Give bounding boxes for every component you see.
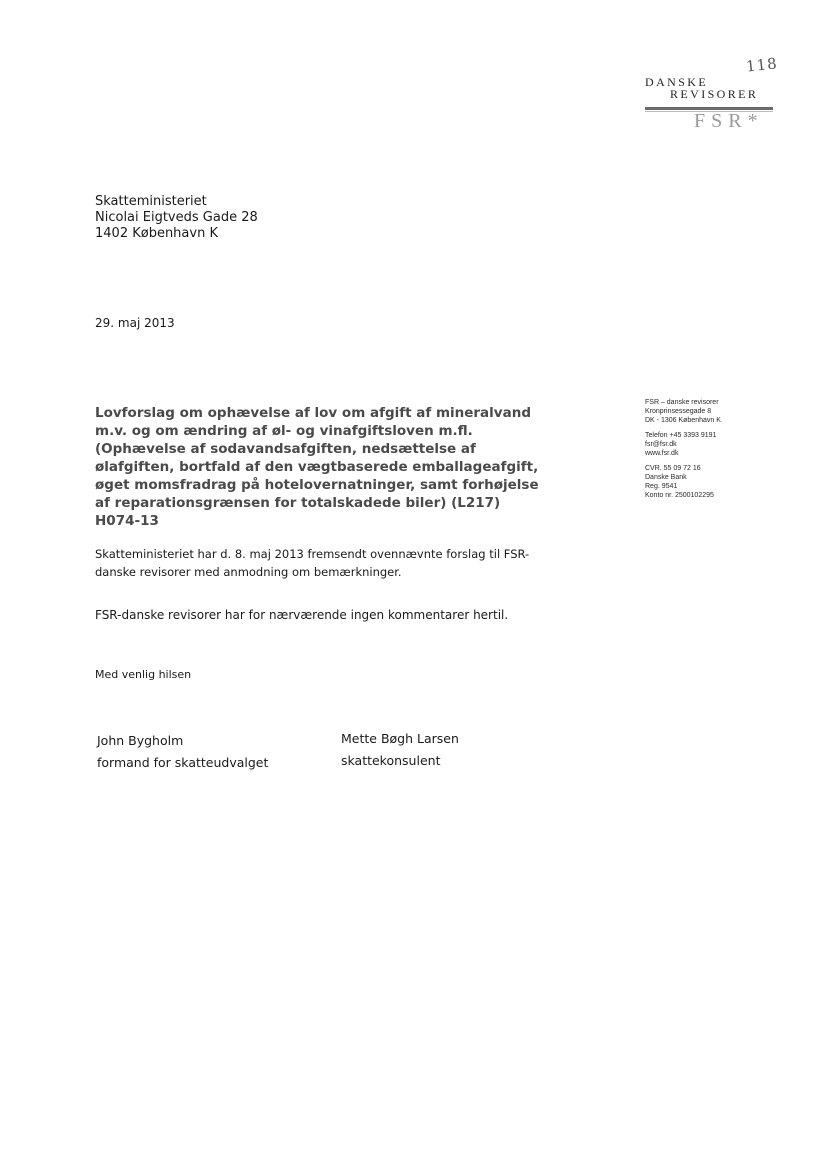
sender-account: Konto nr. 2500102295 [645,492,714,499]
letter-date: 29. maj 2013 [95,316,175,330]
address-line: Nicolai Eigtveds Gade 28 [95,210,258,225]
signatory-name: Mette Bøgh Larsen [341,731,459,746]
closing-greeting: Med venlig hilsen [95,668,192,681]
heading-line: H074-13 [95,513,159,529]
body-line: danske revisorer med anmodning om bemærkninger. [95,565,402,579]
heading-line: (Ophævelse af sodavandsafgiften, nedsættelse af [95,441,476,457]
logo-text-revisorer: REVISORER [670,87,759,101]
heading-line: af reparationsgrænsen for totalskadede biler) (L217) [95,495,501,511]
address-line: Skatteministeriet [95,194,207,209]
sender-info [645,398,721,506]
body-line: Skatteministeriet har d. 8. maj 2013 fremsendt ovennævnte forslag til FSR- [95,547,530,561]
sender-bank: Danske Bank [645,474,687,481]
signatory-name: John Bygholm [97,733,184,748]
signature-block [97,730,268,774]
sender-street: Kronprinsessegade 8 [645,408,712,415]
sender-reg: Reg. 9541 [645,483,678,490]
signature-block [341,728,459,772]
sender-web: www.fsr.dk [645,450,679,457]
address-line: 1402 København K [95,226,218,241]
signatory-title: formand for skatteudvalget [97,755,269,770]
letter-heading [95,404,595,530]
heading-line: ølafgiften, bortfald af den vægtbaserede emballageafgift, [95,459,539,475]
sender-phone: Telefon +45 3393 9191 [645,432,717,439]
sender-city: DK - 1306 København K [645,417,721,424]
signatory-title: skattekonsulent [341,753,441,768]
letter-body [95,545,529,581]
recipient-address [95,194,258,242]
heading-line: m.v. og om ændring af øl- og vinafgiftsloven m.fl. [95,423,473,439]
heading-line: Lovforslag om ophævelse af lov om afgift af mineralvand [95,405,531,421]
sender-name: FSR – danske revisorer [645,399,719,406]
heading-line: øget momsfradrag på hotelovernatninger, samt forhøjelse [95,477,539,493]
sender-email: fsr@fsr.dk [645,441,677,448]
letter-comment: FSR-danske revisorer har for nærværende ingen kommentarer hertil. [95,608,509,622]
logo-text-danske: DANSKE [645,75,709,89]
handwritten-page-mark: 118 [745,54,779,76]
sender-cvr: CVR. 55 09 72 16 [645,465,701,472]
logo-fsr-mark: FSR* [694,110,764,132]
